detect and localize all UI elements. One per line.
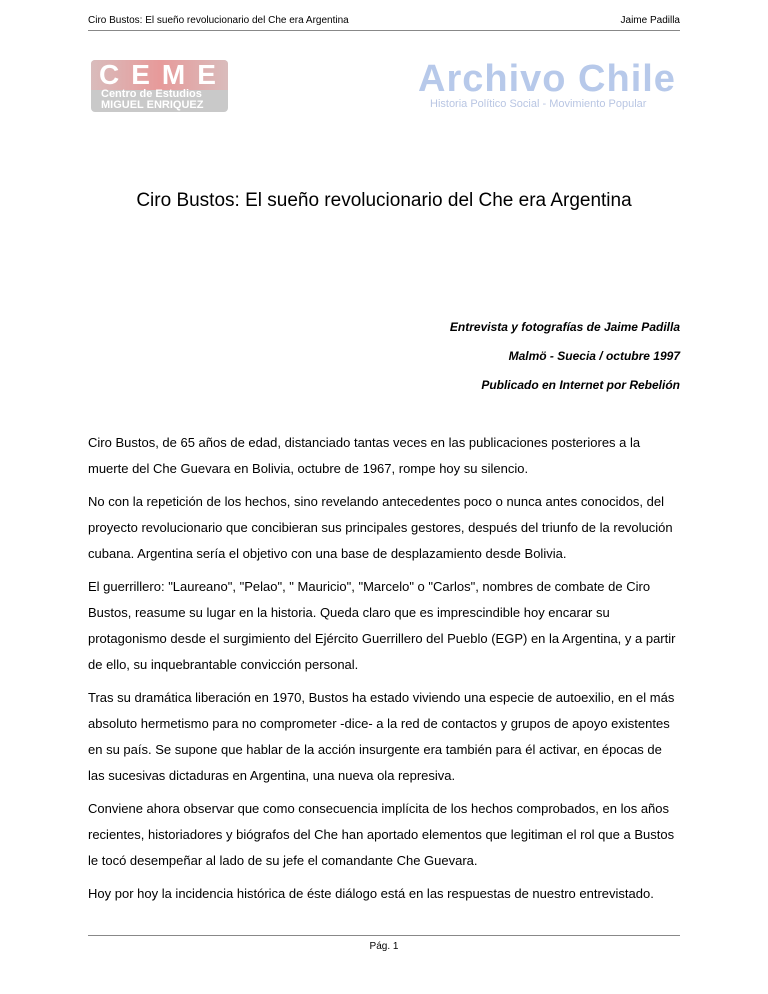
- credit-line: Malmö - Suecia / octubre 1997: [508, 349, 680, 363]
- page-number: Pág. 1: [369, 941, 399, 952]
- ceme-logo-line2: MIGUEL ENRIQUEZ: [101, 99, 204, 111]
- paragraph: No con la repetición de los hechos, sino revelando antecedentes poco o nunca antes conocidos, del proyecto revolucionario que concibieran sus principales gestores, después del triunfo de la revolución cubana. Argentina sería el objetivo con una base de desplazamiento desde Bolivia.: [88, 494, 673, 561]
- credit-line: Publicado en Internet por Rebelión: [481, 378, 680, 392]
- paragraph: Ciro Bustos, de 65 años de edad, distanciado tantas veces en las publicaciones posteriores a la muerte del Che Guevara en Bolivia, octubre de 1967, rompe hoy su silencio.: [88, 435, 641, 476]
- running-header: [88, 15, 680, 31]
- header-author: Jaime Padilla: [620, 15, 680, 26]
- paragraph: El guerrillero: "Laureano", "Pelao", " Mauricio", "Marcelo" o "Carlos", nombres de combate de Ciro Bustos, reasume su lugar en la historia. Queda claro que es imprescindible hoy encarar su protagonismo desde el surgimiento del Ejército Guerrillero del Pueblo (EGP) en la Argentina, y a partir de ello, su inquebrantable convicción personal.: [88, 579, 676, 672]
- ceme-logo: [91, 60, 228, 112]
- document-title: Ciro Bustos: El sueño revolucionario del Che era Argentina: [136, 190, 632, 211]
- paragraph: Hoy por hoy la incidencia histórica de éste diálogo está en las respuestas de nuestro entrevistado.: [88, 886, 654, 901]
- paragraph: Conviene ahora observar que como consecuencia implícita de los hechos comprobados, en los años recientes, historiadores y biógrafos del Che han aportado elementos que legitiman el rol que a Bustos le tocó desempeñar al lado de su jefe el comandante Che Guevara.: [88, 801, 675, 868]
- archivo-chile-logo: Archivo Chile: [418, 58, 676, 100]
- ceme-logo-line1: Centro de Estudios: [101, 88, 202, 100]
- article-body: [88, 430, 680, 914]
- paragraph: Tras su dramática liberación en 1970, Bustos ha estado viviendo una especie de autoexilio, en el más absoluto hermetismo para no comprometer -dice- a la red de contactos y grupos de apoyo existentes en su país. Se supone que hablar de la acción insurgente era también para él activar, en épocas de las sucesivas dictaduras en Argentina, una nueva ola represiva.: [88, 690, 675, 783]
- credit-line: Entrevista y fotografías de Jaime Padilla: [449, 320, 680, 334]
- archivo-chile-subtitle: Historia Político Social - Movimiento Popular: [430, 98, 647, 110]
- ceme-logo-big: CEME: [99, 60, 228, 90]
- page-footer: [88, 935, 680, 952]
- header-title: Ciro Bustos: El sueño revolucionario del Che era Argentina: [88, 15, 349, 26]
